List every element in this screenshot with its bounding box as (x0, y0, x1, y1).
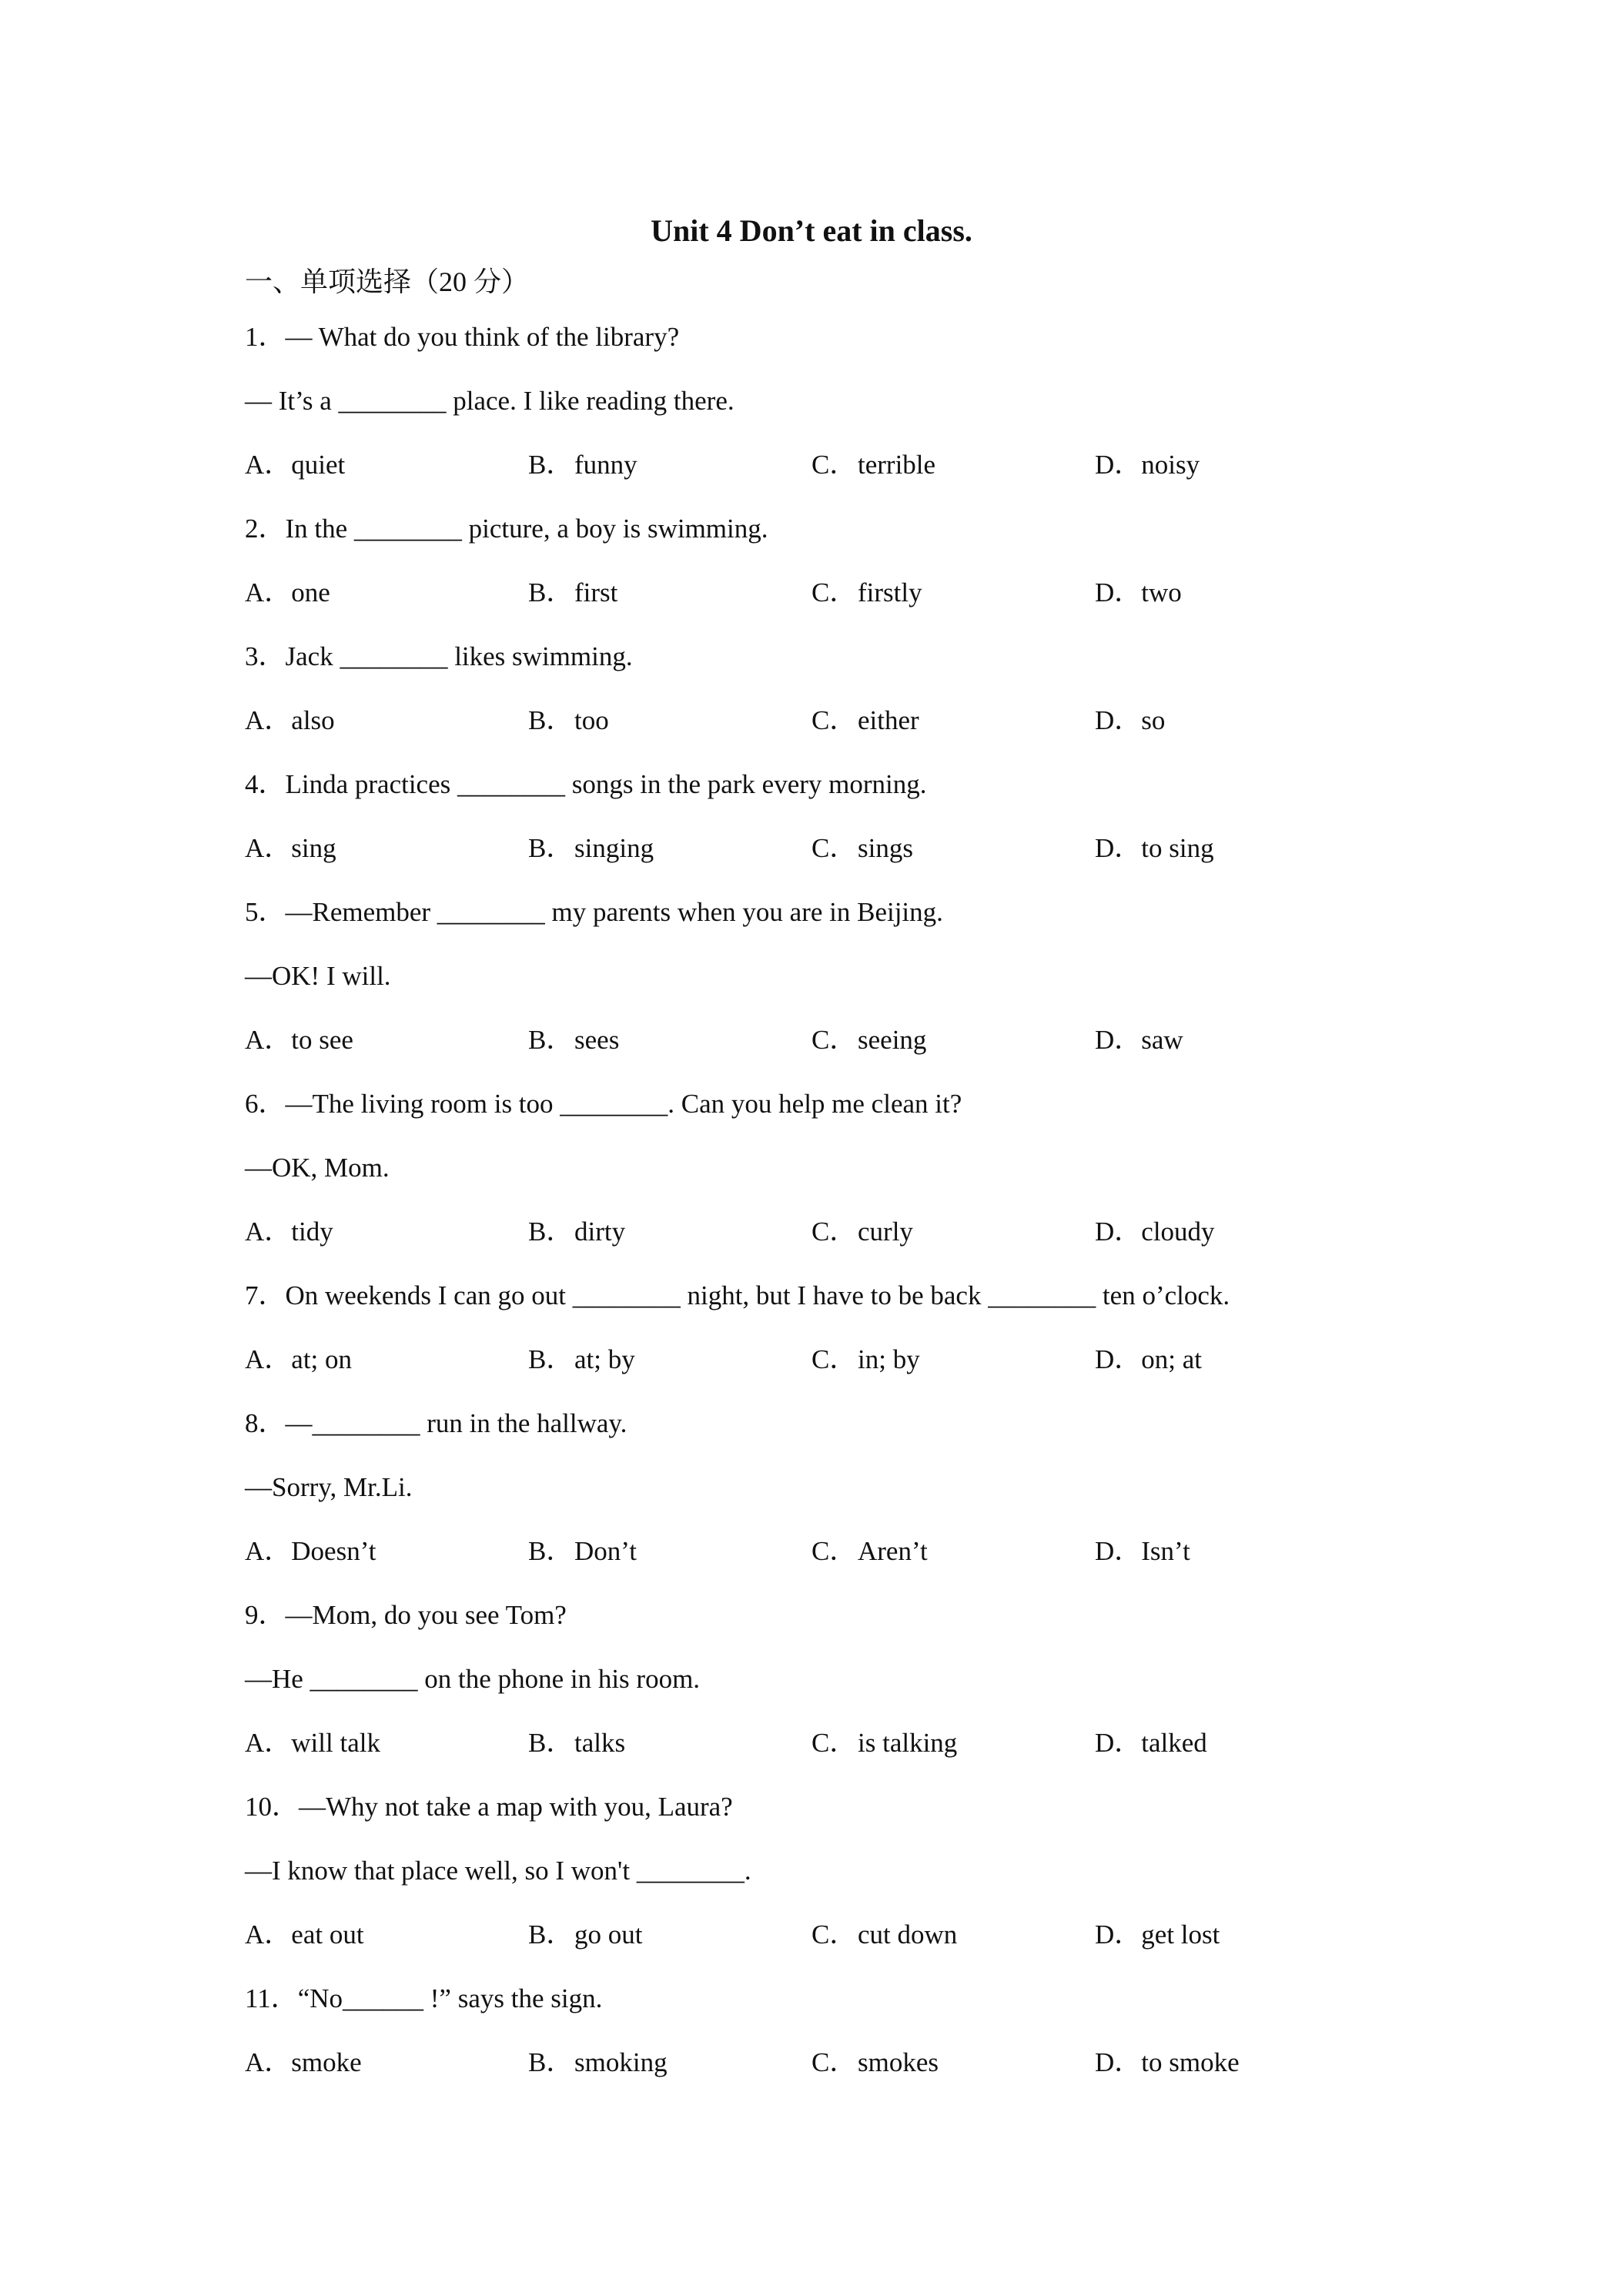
answer-options (245, 1720, 1400, 1784)
option-text: smoking (574, 2047, 668, 2077)
answer-option[interactable] (528, 825, 812, 889)
answer-option[interactable] (528, 1912, 812, 1976)
answer-option[interactable] (245, 825, 528, 889)
option-letter: A． (245, 2047, 292, 2077)
answer-option[interactable] (1095, 1720, 1378, 1784)
option-text: talked (1141, 1728, 1207, 1758)
answer-option[interactable] (245, 1209, 528, 1273)
option-letter: B． (528, 2047, 574, 2077)
option-letter: A． (245, 1536, 292, 1566)
option-letter: C． (812, 577, 857, 607)
option-letter: D． (1095, 2047, 1142, 2077)
option-text: dirty (574, 1217, 626, 1247)
question-stem: 1．— What do you think of the library? (245, 322, 680, 352)
option-text: on; at (1141, 1344, 1203, 1374)
answer-options (245, 1017, 1400, 1081)
question-response: —Sorry, Mr.Li. (245, 1472, 413, 1502)
answer-option[interactable] (245, 570, 528, 634)
option-text: funny (574, 450, 637, 480)
option-letter: B． (528, 833, 574, 863)
answer-option[interactable] (1095, 2040, 1378, 2104)
answer-option[interactable] (245, 698, 528, 761)
option-text: to sing (1141, 833, 1214, 863)
option-letter: C． (812, 705, 857, 735)
section-heading: 一、单项选择（20 分） (245, 266, 530, 297)
option-letter: C． (812, 1728, 857, 1758)
option-text: to smoke (1141, 2047, 1240, 2077)
option-text: in; by (858, 1344, 920, 1374)
answer-option[interactable] (528, 1209, 812, 1273)
option-letter: A． (245, 1344, 292, 1374)
question-3 (245, 634, 1400, 761)
question-stem: 11．“No______ !” says the sign. (245, 1983, 603, 2013)
answer-option[interactable] (1095, 1912, 1378, 1976)
answer-option[interactable] (528, 570, 812, 634)
question-response: —I know that place well, so I won't ________. (245, 1856, 751, 1886)
option-text: too (574, 705, 609, 735)
question-response: —OK, Mom. (245, 1153, 390, 1183)
answer-option[interactable] (812, 1912, 1095, 1976)
option-letter: B． (528, 450, 574, 480)
answer-option[interactable] (812, 1528, 1095, 1592)
option-text: sing (291, 833, 336, 863)
option-letter: A． (245, 1728, 292, 1758)
answer-option[interactable] (245, 2040, 528, 2104)
option-letter: B． (528, 1919, 574, 1950)
option-text: singing (574, 833, 654, 863)
answer-option[interactable] (528, 1337, 812, 1401)
question-2 (245, 506, 1400, 634)
answer-options (245, 1337, 1400, 1401)
option-text: Doesn’t (291, 1536, 376, 1566)
question-stem: 10．—Why not take a map with you, Laura? (245, 1792, 733, 1822)
option-letter: D． (1095, 1217, 1142, 1247)
option-text: tidy (291, 1217, 333, 1247)
question-response: —He ________ on the phone in his room. (245, 1664, 701, 1694)
question-list (245, 314, 1400, 2104)
question-5 (245, 889, 1400, 1081)
answer-option[interactable] (1095, 442, 1378, 506)
option-text: also (291, 705, 335, 735)
option-letter: B． (528, 1728, 574, 1758)
answer-option[interactable] (528, 1720, 812, 1784)
option-letter: D． (1095, 1025, 1142, 1055)
answer-option[interactable] (812, 1017, 1095, 1081)
option-letter: C． (812, 1025, 857, 1055)
answer-options (245, 825, 1400, 889)
answer-options (245, 1912, 1400, 1976)
option-letter: C． (812, 2047, 857, 2077)
option-letter: D． (1095, 1344, 1142, 1374)
question-6 (245, 1081, 1400, 1273)
question-10 (245, 1784, 1400, 1976)
option-text: two (1141, 577, 1182, 607)
option-text: so (1141, 705, 1166, 735)
option-text: cloudy (1141, 1217, 1215, 1247)
option-letter: D． (1095, 1536, 1142, 1566)
option-letter: A． (245, 450, 292, 480)
question-stem: 8．—________ run in the hallway. (245, 1408, 627, 1438)
answer-options (245, 1209, 1400, 1273)
answer-option[interactable] (245, 1017, 528, 1081)
answer-option[interactable] (528, 698, 812, 761)
option-text: will talk (291, 1728, 380, 1758)
option-letter: D． (1095, 705, 1142, 735)
answer-option[interactable] (1095, 1337, 1378, 1401)
answer-option[interactable] (812, 2040, 1095, 2104)
answer-option[interactable] (245, 442, 528, 506)
option-text: noisy (1141, 450, 1200, 480)
question-response: — It’s a ________ place. I like reading there. (245, 386, 735, 416)
question-8 (245, 1401, 1400, 1592)
option-letter: C． (812, 833, 857, 863)
option-text: smokes (858, 2047, 939, 2077)
option-text: eat out (291, 1919, 364, 1950)
answer-option[interactable] (812, 570, 1095, 634)
option-text: terrible (858, 450, 936, 480)
option-letter: C． (812, 1919, 857, 1950)
option-letter: D． (1095, 577, 1142, 607)
question-7 (245, 1273, 1400, 1401)
answer-option[interactable] (812, 1209, 1095, 1273)
answer-option[interactable] (812, 1720, 1095, 1784)
option-text: Isn’t (1141, 1536, 1190, 1566)
option-letter: B． (528, 577, 574, 607)
option-text: curly (858, 1217, 913, 1247)
option-letter: D． (1095, 833, 1142, 863)
answer-option[interactable] (528, 1528, 812, 1592)
answer-options (245, 570, 1400, 634)
option-text: is talking (858, 1728, 958, 1758)
option-text: first (574, 577, 618, 607)
question-stem: 4．Linda practices ________ songs in the park every morning. (245, 769, 927, 799)
question-stem: 7．On weekends I can go out ________ night, but I have to be back ________ ten o’clock. (245, 1280, 1230, 1310)
option-letter: C． (812, 1344, 857, 1374)
option-text: sings (858, 833, 913, 863)
question-4 (245, 761, 1400, 889)
answer-option[interactable] (528, 2040, 812, 2104)
answer-option[interactable] (1095, 1209, 1378, 1273)
answer-option[interactable] (1095, 1528, 1378, 1592)
option-text: one (291, 577, 330, 607)
option-letter: C． (812, 450, 857, 480)
option-letter: A． (245, 833, 292, 863)
answer-option[interactable] (812, 825, 1095, 889)
question-response: —OK! I will. (245, 961, 391, 991)
option-letter: B． (528, 1025, 574, 1055)
option-letter: B． (528, 1217, 574, 1247)
option-text: either (858, 705, 919, 735)
option-letter: D． (1095, 1919, 1142, 1950)
option-letter: A． (245, 1025, 292, 1055)
option-text: sees (574, 1025, 620, 1055)
question-stem: 2．In the ________ picture, a boy is swimming. (245, 514, 768, 544)
option-text: to see (291, 1025, 353, 1055)
option-letter: C． (812, 1536, 857, 1566)
answer-options (245, 442, 1400, 506)
option-letter: B． (528, 705, 574, 735)
option-text: smoke (291, 2047, 362, 2077)
question-stem: 3．Jack ________ likes swimming. (245, 641, 633, 671)
option-letter: C． (812, 1217, 857, 1247)
question-stem: 9．—Mom, do you see Tom? (245, 1600, 567, 1630)
answer-option[interactable] (245, 1720, 528, 1784)
option-text: seeing (858, 1025, 927, 1055)
answer-options (245, 2040, 1400, 2104)
option-text: quiet (291, 450, 346, 480)
answer-option[interactable] (245, 1528, 528, 1592)
question-9 (245, 1592, 1400, 1784)
option-text: Aren’t (858, 1536, 928, 1566)
option-text: cut down (858, 1919, 958, 1950)
option-text: saw (1141, 1025, 1183, 1055)
answer-option[interactable] (812, 698, 1095, 761)
option-letter: B． (528, 1344, 574, 1374)
option-text: get lost (1141, 1919, 1220, 1950)
answer-option[interactable] (1095, 698, 1378, 761)
option-text: firstly (858, 577, 922, 607)
answer-option[interactable] (1095, 570, 1378, 634)
answer-options (245, 1528, 1400, 1592)
option-letter: A． (245, 705, 292, 735)
option-letter: A． (245, 577, 292, 607)
option-text: go out (574, 1919, 643, 1950)
option-letter: A． (245, 1217, 292, 1247)
option-letter: D． (1095, 450, 1142, 480)
answer-option[interactable] (1095, 825, 1378, 889)
answer-option[interactable] (812, 1337, 1095, 1401)
answer-options (245, 698, 1400, 761)
answer-option[interactable] (528, 442, 812, 506)
option-text: talks (574, 1728, 626, 1758)
option-text: at; on (291, 1344, 353, 1374)
question-11 (245, 1976, 1400, 2104)
answer-option[interactable] (812, 442, 1095, 506)
option-letter: B． (528, 1536, 574, 1566)
answer-option[interactable] (245, 1337, 528, 1401)
question-stem: 5．—Remember ________ my parents when you are in Beijing. (245, 897, 943, 927)
answer-option[interactable] (528, 1017, 812, 1081)
option-letter: D． (1095, 1728, 1142, 1758)
option-text: Don’t (574, 1536, 637, 1566)
answer-option[interactable] (1095, 1017, 1378, 1081)
option-letter: A． (245, 1919, 292, 1950)
question-stem: 6．—The living room is too ________. Can you help me clean it? (245, 1089, 962, 1119)
answer-option[interactable] (245, 1912, 528, 1976)
option-text: at; by (574, 1344, 635, 1374)
page-title: Unit 4 Don’t eat in class. (651, 213, 972, 248)
question-1 (245, 314, 1400, 506)
